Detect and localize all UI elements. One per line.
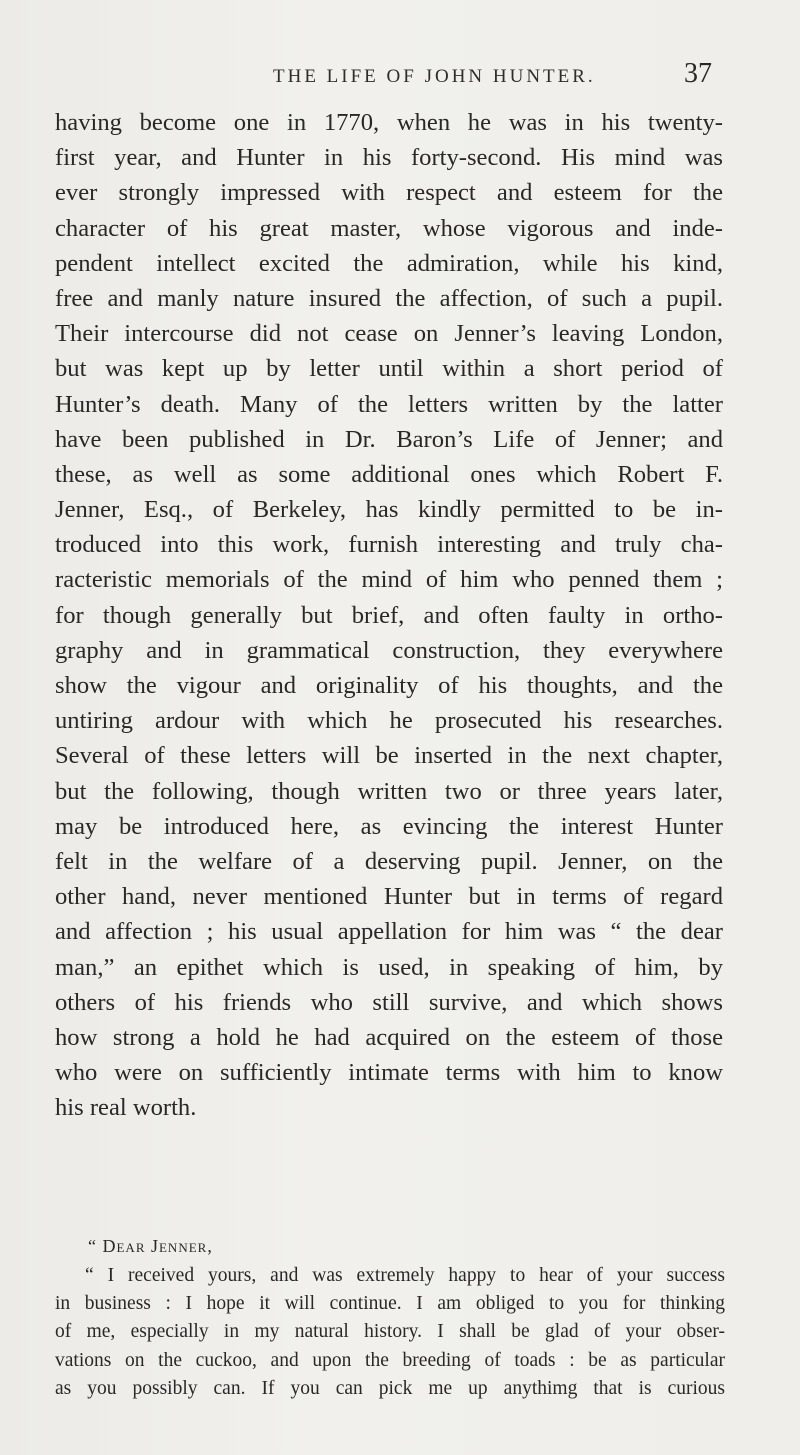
body-line: have been published in Dr. Baron’s Life of Jenner; and (55, 425, 723, 453)
running-title: THE LIFE OF JOHN HUNTER. (273, 66, 596, 87)
body-line: first year, and Hunter in his forty-second. His mind was (55, 144, 723, 172)
letter-quote (55, 1262, 725, 1403)
salutation-text: “ Dear Jenner, (88, 1236, 213, 1256)
letter-line: of me, especially in my natural history. I shall be glad of your obser- (55, 1321, 725, 1343)
body-line: Several of these letters will be inserted in the next chapter, (55, 742, 723, 770)
body-line: but was kept up by letter until within a short period of (55, 355, 723, 383)
body-line: Hunter’s death. Many of the letters written by the latter (55, 390, 723, 418)
body-line: these, as well as some additional ones which Robert F. (55, 460, 723, 488)
body-line: show the vigour and originality of his thoughts, and the (55, 672, 723, 699)
body-line: may be introduced here, as evincing the interest Hunter (55, 812, 723, 840)
letter-line: vations on the cuckoo, and upon the breeding of toads : be as particular (55, 1349, 725, 1371)
body-line: free and manly nature insured the affection, of such a pupil. (55, 284, 723, 312)
body-line: Their intercourse did not cease on Jenner’s leaving London, (55, 320, 723, 348)
body-line: and affection ; his usual appellation for him was “ the dear (55, 918, 723, 946)
letter-line: “ I received yours, and was extremely happy to hear of your success (85, 1265, 725, 1286)
body-line: pendent intellect excited the admiration, while his kind, (55, 249, 723, 277)
body-line: felt in the welfare of a deserving pupil. Jenner, on the (55, 847, 723, 875)
body-line: ever strongly impressed with respect and esteem for the (55, 179, 723, 207)
body-line: for though generally but brief, and often faulty in ortho- (55, 601, 723, 629)
page-number: 37 (684, 58, 712, 89)
letter-line: in business : I hope it will continue. I am obliged to you for thinking (55, 1293, 725, 1315)
body-line: untiring ardour with which he prosecuted his researches. (55, 707, 723, 735)
body-line: his real worth. (55, 1094, 197, 1122)
body-line: graphy and in grammatical construction, they everywhere (55, 636, 723, 664)
body-line: other hand, never mentioned Hunter but in terms of regard (55, 883, 723, 911)
body-line: troduced into this work, furnish interesting and truly cha- (55, 531, 723, 559)
body-line: Jenner, Esq., of Berkeley, has kindly permitted to be in- (55, 496, 723, 524)
body-line: character of his great master, whose vigorous and inde- (55, 214, 723, 242)
running-head (0, 58, 800, 96)
body-line: how strong a hold he had acquired on the esteem of those (55, 1023, 723, 1051)
body-line: having become one in 1770, when he was in his twenty- (55, 109, 723, 136)
letter-salutation (88, 1236, 213, 1257)
body-paragraph (55, 105, 723, 1125)
body-line: who were on sufficiently intimate terms with him to know (55, 1059, 723, 1087)
body-line: others of his friends who still survive, and which shows (55, 988, 723, 1016)
body-line: man,” an epithet which is used, in speaking of him, by (55, 953, 723, 981)
body-line: but the following, though written two or three years later, (55, 777, 723, 805)
letter-line: as you possibly can. If you can pick me up anythimg that is curious (55, 1377, 725, 1399)
body-line: racteristic memorials of the mind of him who penned them ; (55, 566, 723, 594)
